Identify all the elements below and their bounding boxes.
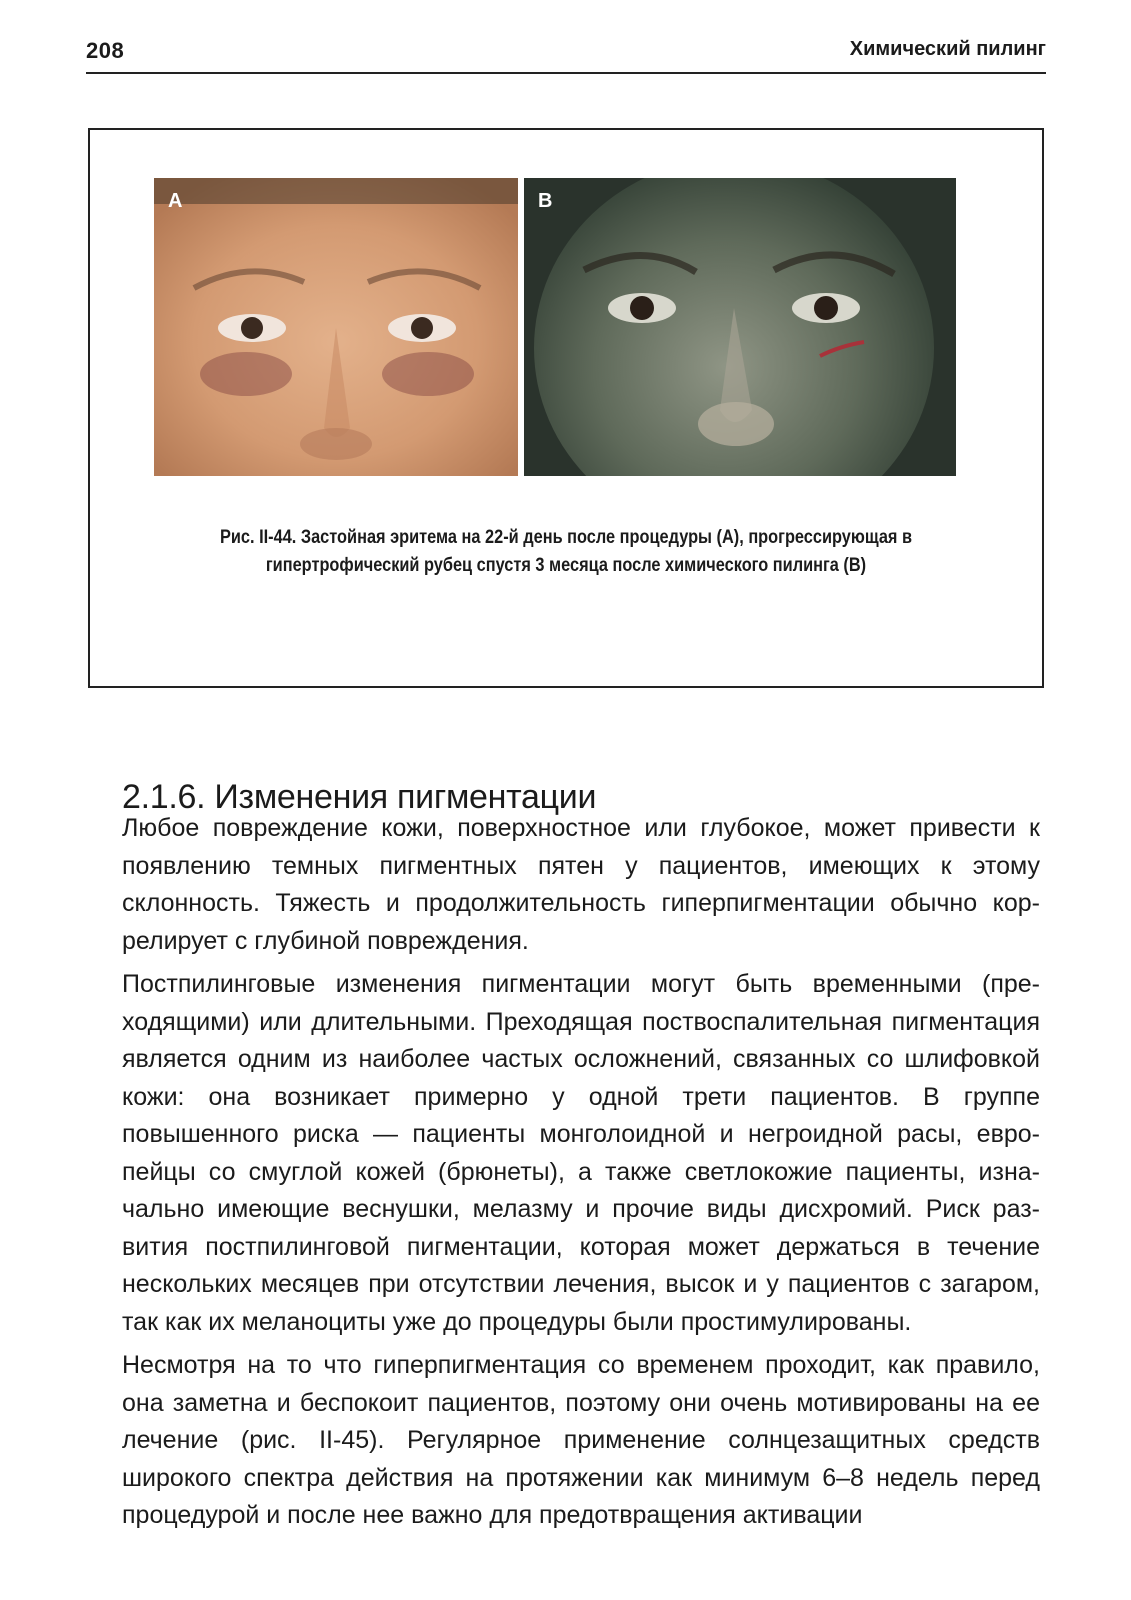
face-photo-a (154, 178, 518, 476)
chapter-title: Химический пилинг (849, 38, 1046, 60)
running-head (86, 36, 1046, 74)
panel-a-label: A (168, 190, 183, 212)
face-photo-b (524, 178, 956, 476)
body-text (122, 810, 1040, 1535)
figure-caption-label: Рис. II-44. (219, 527, 297, 548)
photo-panel-b (524, 178, 956, 476)
paragraph-2: Постпилинговые изменения пигментации могут быть временными (преходящими) или длительными. Преходящая поствоспалительная пигментация является одним из наиболее частых осложнений, связанных со шлифовкой кожи: она возникает примерно у одной трети пациентов. В группе повышенного риска — пациенты монголоидной и негроидной расы, европейцы со смуглой кожей (брюнеты), а также светлокожие пациенты, изначально имеющие веснушки, мелазму и прочие виды дисхромий. Риск развития постпилинговой пигментации, которая может держаться в течение нескольких месяцев при отсутствии лечения, высок и у пациентов с загаром, так как их меланоциты уже до процедуры были простимулированы. (122, 970, 1040, 1336)
figure-box (88, 128, 1044, 688)
figure-caption-text: Застойная эритема на 22-й день после процедуры (А), прогрессирующая в гипертрофический рубец спустя 3 месяца после химического пилинга (В) (265, 527, 913, 576)
figure-caption (182, 524, 949, 579)
paragraph-1: Любое повреждение кожи, поверхностное или глубокое, может привести к появлению темных пигментных пятен у пациентов, имеющих к этому склонность. Тяжесть и продолжительность гиперпигментации обычно коррелирует с глубиной повреждения. (122, 814, 1040, 955)
page-number: 208 (86, 38, 125, 63)
section-heading: 2.1.6. Изменения пигментации (122, 778, 597, 817)
paragraph-3: Несмотря на то что гиперпигментация со временем проходит, как правило, она заметна и беспокоит пациентов, поэтому они очень мотивированы на ее лечение (рис. II-45). Регулярное применение солнцезащитных средств широкого спектра действия на протяжении как минимум 6–8 недель перед процедурой и после нее важно для предотвращения активации (122, 1351, 1040, 1529)
photo-panel-a (154, 178, 518, 476)
panel-b-label: B (538, 190, 553, 212)
